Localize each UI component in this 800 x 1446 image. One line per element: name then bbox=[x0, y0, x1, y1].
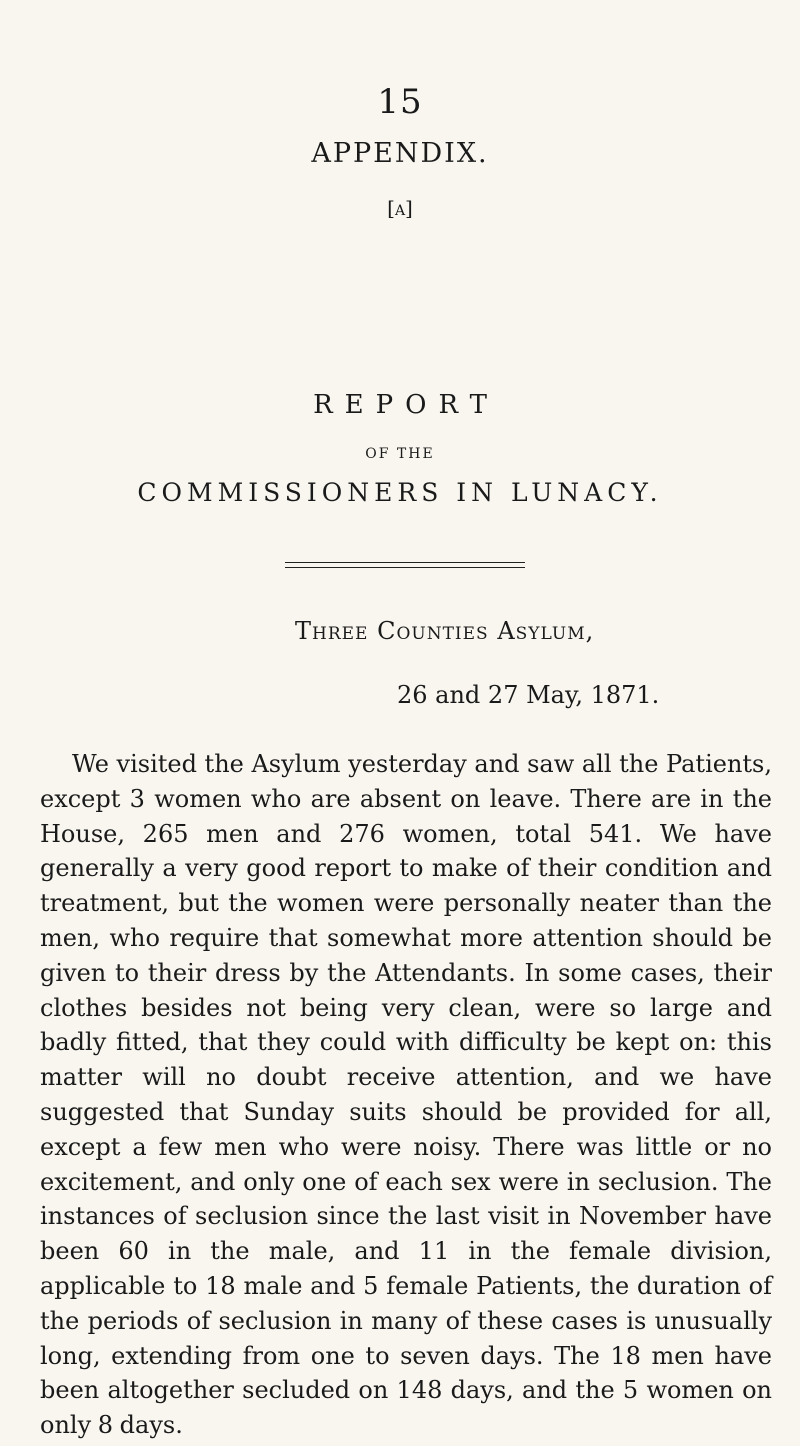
commissioners-title: COMMISSIONERS IN LUNACY. bbox=[137, 478, 663, 507]
divider-rule-bottom bbox=[285, 567, 525, 568]
report-body-paragraph: We visited the Asylum yesterday and saw all the Patients, except 3 women who are absent on leave. There are in the House, 265 men and 276 women, total 541. We have generally a very good report to make of their condition and treatment, but the women were personally neater than the men, who require that somewhat more attention should be given to their dress by the Attendants. In some cases, their clothes besides not being very clean, were so large and badly fitted, that they could with difficulty be kept on: this matter will no doubt receive attention, and we have suggested that Sunday suits should be provided for all, except a few men who were noisy. There was little or no excitement, and only one of each sex were in seclusion. The instances of seclusion since the last visit in November have been 60 in the male, and 11 in the female division, applicable to 18 male and 5 female Patients, the duration of the periods of seclusion in many of these cases is unusually long, extending from one to seven days. The 18 men have been altogether secluded on 148 days, and the 5 women on only 8 days. bbox=[40, 750, 772, 1440]
appendix-title: APPENDIX. bbox=[311, 138, 489, 169]
appendix-label: [a] bbox=[387, 196, 413, 220]
divider-rule-top bbox=[285, 562, 525, 563]
date-heading: 26 and 27 May, 1871. bbox=[397, 681, 660, 709]
place-heading: Three Counties Asylum, bbox=[295, 617, 595, 645]
of-the-label: OF THE bbox=[365, 446, 435, 462]
page-number: 15 bbox=[377, 82, 423, 122]
report-title: REPORT bbox=[313, 390, 499, 420]
